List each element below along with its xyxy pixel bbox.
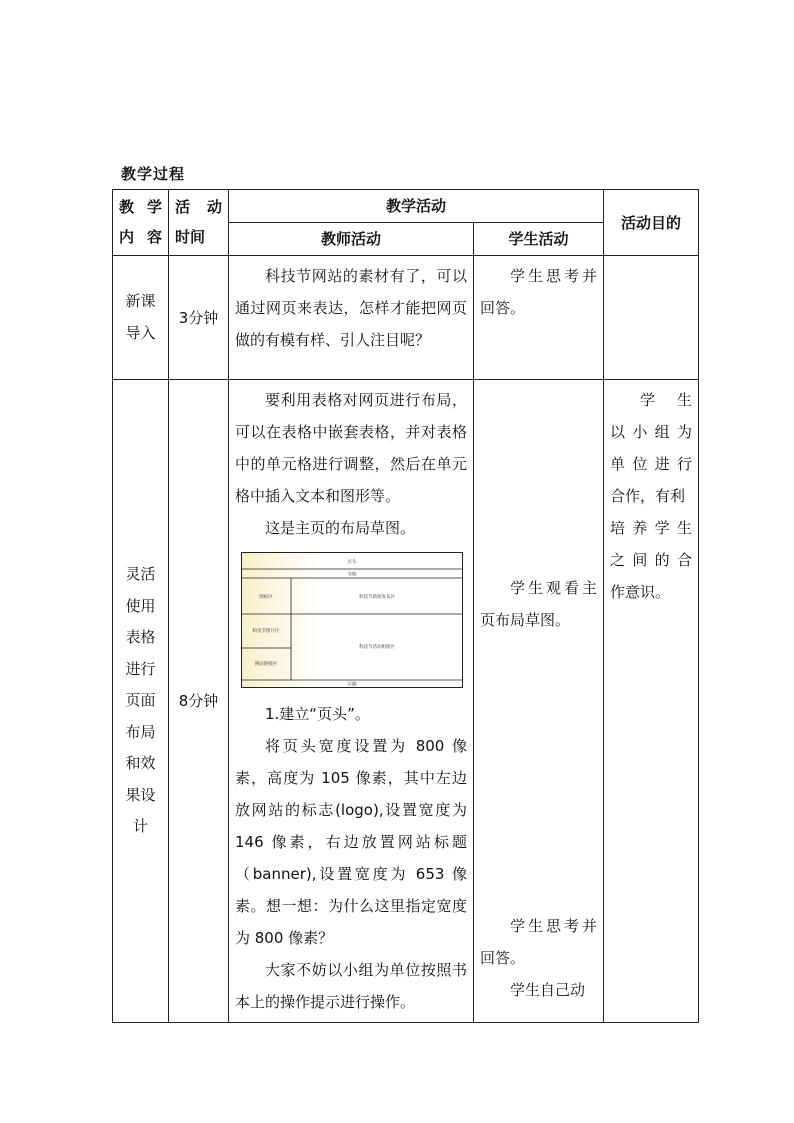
- teacher-paragraph: 将页头宽度设置为 800 像素，高度为 105 像素，其中左边放网站的标志(logo),设置宽度为 146 像素，右边放置网站标题（banner),设置宽度为 653 像素。想一想：为什么这里指定宽度为 800 像素？: [235, 737, 467, 947]
- layout-sketch-svg: [241, 552, 463, 688]
- content-line: 计: [132, 817, 148, 836]
- purpose-line: 之间的合: [610, 551, 693, 569]
- content-line: 灵活: [125, 565, 156, 584]
- row1-time: 3分钟: [169, 256, 229, 380]
- header-time-line2: 时间: [175, 228, 206, 246]
- content-line: 和效: [125, 754, 156, 773]
- purpose-line: 培养学生: [610, 519, 693, 537]
- table-row: [113, 380, 699, 1023]
- header-purpose: 活动目的: [604, 190, 699, 256]
- purpose-line: 单位进行: [610, 455, 693, 473]
- content-line: 页面: [125, 691, 156, 710]
- sketch-right-top-label: 科技节新闻发布区: [359, 595, 395, 600]
- row2-time: 8分钟: [169, 380, 229, 1023]
- row2-teacher: [229, 380, 474, 1023]
- row2-student: [474, 380, 604, 1023]
- header-teacher: 教师活动: [229, 223, 474, 256]
- content-line: 新课: [125, 292, 156, 310]
- header-student: 学生活动: [474, 223, 604, 256]
- sketch-left-top-label: 图标区: [259, 595, 273, 600]
- sketch-left-bottom-label: 网站链接区: [254, 662, 278, 667]
- header-content-line1: 教 学: [119, 198, 162, 216]
- table-row: [113, 256, 699, 380]
- content-line: 进行: [125, 659, 156, 678]
- teacher-paragraph: 大家不妨以小组为单位按照书本上的操作提示进行操作。: [235, 961, 467, 1011]
- purpose-line: 以小组为: [610, 423, 693, 441]
- sketch-nav-label: 导航: [347, 572, 357, 578]
- row1-content: [113, 256, 169, 380]
- student-paragraph: 学生观看主页布局草图。: [480, 579, 598, 629]
- teacher-paragraph: 科技节网站的素材有了，可以通过网页来表达，怎样才能把网页做的有模有样、引人注目呢？: [235, 267, 467, 349]
- header-content-line2: 内容: [119, 228, 162, 246]
- content-line: 表格: [125, 628, 156, 647]
- header-teaching-activity: 教学活动: [229, 190, 604, 223]
- sketch-header-label: 页头: [347, 560, 357, 565]
- purpose-line: 学 生: [640, 391, 693, 409]
- row2-content: [113, 380, 169, 1023]
- student-paragraph: 学生思考并回答。: [480, 267, 598, 317]
- teacher-paragraph: 要利用表格对网页进行布局，可以在表格中嵌套表格，并对表格中的单元格进行调整，然后在单元格中插入文本和图形等。: [235, 391, 467, 505]
- student-paragraph: 学生自己动: [510, 981, 586, 999]
- section-title: 教学过程: [121, 165, 186, 183]
- sketch-footer-label: 页脚: [347, 682, 357, 688]
- purpose-line: 作意识。: [610, 583, 671, 601]
- content-line: 布局: [125, 722, 156, 741]
- teacher-paragraph: 1.建立“页头”。: [265, 705, 370, 723]
- content-line: 果设: [125, 785, 156, 804]
- teacher-paragraph: 这是主页的布局草图。: [265, 519, 416, 537]
- header-time-line1: 活 动: [175, 198, 222, 216]
- sketch-left-mid-label: 科技节图片区: [252, 629, 280, 634]
- header-time: [169, 190, 229, 256]
- row1-purpose: [604, 256, 699, 380]
- content-line: 导入: [125, 323, 156, 342]
- lesson-table: [112, 189, 699, 1023]
- row1-student: [474, 256, 604, 380]
- row1-teacher: [229, 256, 474, 380]
- layout-sketch-figure: [241, 552, 463, 688]
- header-content: [113, 190, 169, 256]
- sketch-right-bottom-label: 科技节活动相册区: [359, 645, 395, 650]
- purpose-line: 合作，有利: [610, 487, 686, 505]
- student-paragraph: 学生思考并回答。: [480, 917, 598, 967]
- row2-purpose: [604, 380, 699, 1023]
- content-line: 使用: [125, 596, 156, 615]
